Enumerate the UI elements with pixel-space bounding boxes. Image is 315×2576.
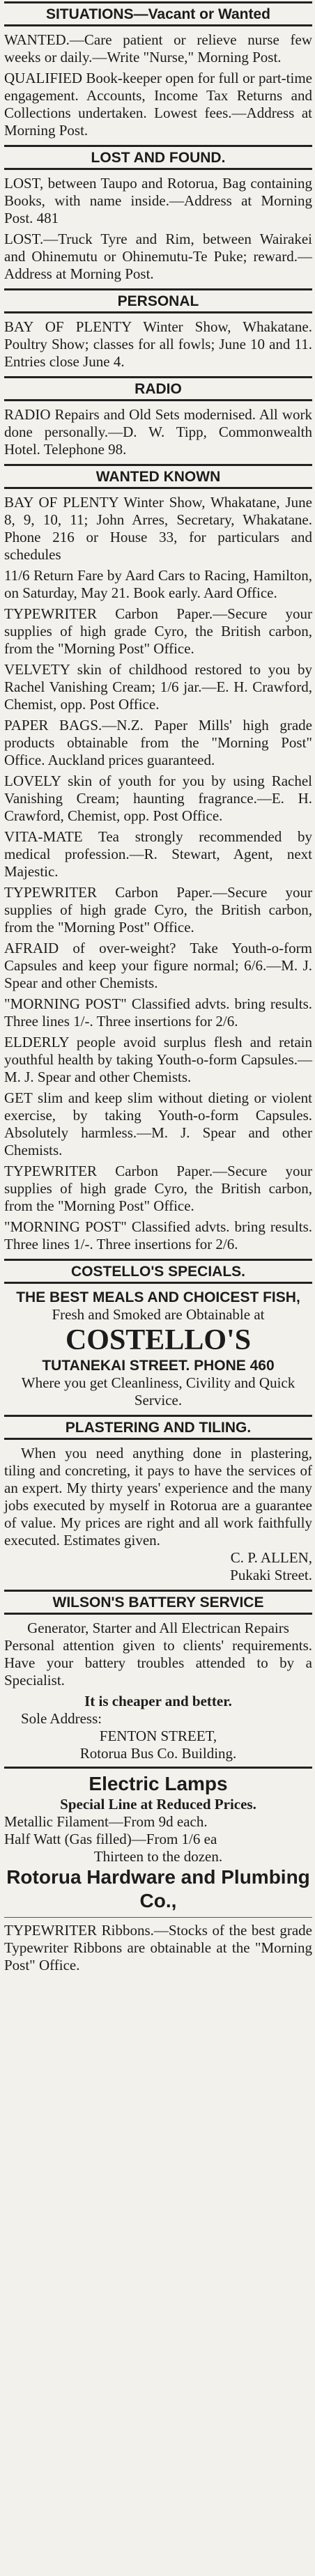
lamps-line3: Thirteen to the dozen. [93, 1848, 223, 1865]
situations-heading: SITUATIONS—Vacant or Wanted [4, 1, 312, 26]
costello-name: COSTELLO'S [65, 1324, 252, 1356]
classified-ad: TYPEWRITER Carbon Paper.—Secure your supplies of high grade Cyro, the British carbon, from the "Morning Post" Office. [4, 605, 312, 657]
wilson-street: FENTON STREET, [99, 1728, 217, 1744]
lost-found-heading: LOST AND FOUND. [4, 145, 312, 170]
personal-heading: PERSONAL [4, 288, 312, 313]
costello-address: TUTANEKAI STREET. PHONE 460 [42, 1358, 275, 1374]
classified-ad: TYPEWRITER Ribbons.—Stocks of the best grade Typewriter Ribbons are obtainable at the "Morning Post" Office. [4, 1922, 312, 1973]
classified-ad: LOST.—Truck Tyre and Rim, between Wairakei and Ohinemutu or Ohinemutu-Te Puke; reward.—Address at Morning Post. [4, 231, 312, 282]
lamps-heading: Electric Lamps [89, 1773, 228, 1794]
classified-ad: WANTED.—Care patient or relieve nurse few weeks or daily.—Write "Nurse," Morning Post. [4, 31, 312, 65]
hardware-store-name: Rotorua Hardware and Plumbing Co., [6, 1866, 310, 1911]
classified-ad: AFRAID of over-weight? Take Youth-o-form Capsules and keep your figure normal; 6/6.—M. J. Spear and other Chemists. [4, 940, 312, 991]
classified-ad: RADIO Repairs and Old Sets modernised. All work done personally.—D. W. Tipp, Commonwealth Hotel. Telephone 98. [4, 406, 312, 458]
classified-ad: 11/6 Return Fare by Aard Cars to Racing, Hamilton, on Saturday, May 21. Book early. Aard Office. [4, 567, 312, 601]
costello-line2: Fresh and Smoked are Obtainable at [52, 1306, 265, 1323]
classified-ad: GET slim and keep slim without dieting or violent exercise, by taking Youth-o-form Capsules. Absolutely harmless.—M. J. Spear and other Chemists. [4, 1089, 312, 1158]
wilson-body: Personal attention given to clients' requirements. Have your battery troubles attended to by a Specialist. [4, 1637, 312, 1689]
classified-ad: QUALIFIED Book-keeper open for full or part-time engagement. Accounts, Income Tax Returns and Collections undertaken. Lowest fees.—Address at Morning Post. [4, 70, 312, 139]
radio-heading: RADIO [4, 376, 312, 401]
classified-ad: TYPEWRITER Carbon Paper.—Secure your supplies of high grade Cyro, the British carbon, from the "Morning Post" Office. [4, 884, 312, 936]
plastering-signature: C. P. ALLEN, [230, 1549, 312, 1566]
wilson-heading: WILSON'S BATTERY SERVICE [4, 1590, 312, 1615]
classified-ad: ELDERLY people avoid surplus flesh and retain youthful health by taking Youth-o-form Capsules.—M. J. Spear and other Chemists. [4, 1034, 312, 1085]
costello-tagline: Where you get Cleanliness, Civility and Quick Service. [21, 1374, 295, 1409]
classified-ad: BAY OF PLENTY Winter Show, Whakatane, June 8, 9, 10, 11; John Arres, Secretary, Whakatane. Phone 216 or House 33, for particulars and schedules [4, 494, 312, 563]
wanted-known-heading: WANTED KNOWN [4, 464, 312, 489]
classified-ad: "MORNING POST" Classified advts. bring results. Three lines 1/-. Three insertions for 2/6. [4, 1218, 312, 1252]
wilson-agent: Sole Address: [21, 1710, 102, 1727]
plastering-heading: PLASTERING AND TILING. [4, 1415, 312, 1440]
lamps-line1: Metallic Filament—From 9d each. [4, 1813, 208, 1830]
classified-ad: LOST, between Taupo and Rotorua, Bag containing Books, with name inside.—Address at Morning Post. 481 [4, 175, 312, 226]
wilson-cheaper: It is cheaper and better. [84, 1693, 232, 1709]
plastering-street: Pukaki Street. [230, 1567, 312, 1583]
lamps-special: Special Line at Reduced Prices. [60, 1796, 256, 1813]
costello-line1: THE BEST MEALS AND CHOICEST FISH, [16, 1289, 300, 1305]
classified-ad: PAPER BAGS.—N.Z. Paper Mills' high grade products obtainable from the "Morning Post" Office. Auckland prices guaranteed. [4, 717, 312, 768]
wilson-line1: Generator, Starter and All Electrican Repairs [27, 1620, 289, 1636]
plastering-body: When you need anything done in plastering, tiling and concreting, it pays to have the services of an expert. My thirty years' experience and the many jobs executed by myself in Rotorua are a guarantee of value. My prices are right and all work faithfully executed. Estimates given. [4, 1445, 312, 1549]
costello-heading: COSTELLO'S SPECIALS. [4, 1259, 312, 1284]
wilson-building: Rotorua Bus Co. Building. [79, 1745, 237, 1762]
classified-ad: TYPEWRITER Carbon Paper.—Secure your supplies of high grade Cyro, the British carbon, from the "Morning Post" Office. [4, 1163, 312, 1214]
classified-column [4, 0, 312, 1978]
classified-ad: VITA-MATE Tea strongly recommended by medical profession.—R. Stewart, Agent, next Majestic. [4, 828, 312, 880]
classified-ad: LOVELY skin of youth for you by using Rachel Vanishing Cream; haunting fragrance.—E. H. Crawford, Chemist, opp. Post Office. [4, 773, 312, 824]
classified-ad: VELVETY skin of childhood restored to you by Rachel Vanishing Cream; 1/6 jar.—E. H. Crawford, Chemist, opp. Post Office. [4, 661, 312, 713]
classified-ad: BAY OF PLENTY Winter Show, Whakatane. Poultry Show; classes for all fowls; June 10 and 11. Entries close June 4. [4, 318, 312, 370]
lamps-line2: Half Watt (Gas filled)—From 1/6 ea [4, 1831, 217, 1847]
classified-ad: "MORNING POST" Classified advts. bring results. Three lines 1/-. Three insertions for 2/6. [4, 995, 312, 1030]
divider [4, 1917, 312, 1918]
